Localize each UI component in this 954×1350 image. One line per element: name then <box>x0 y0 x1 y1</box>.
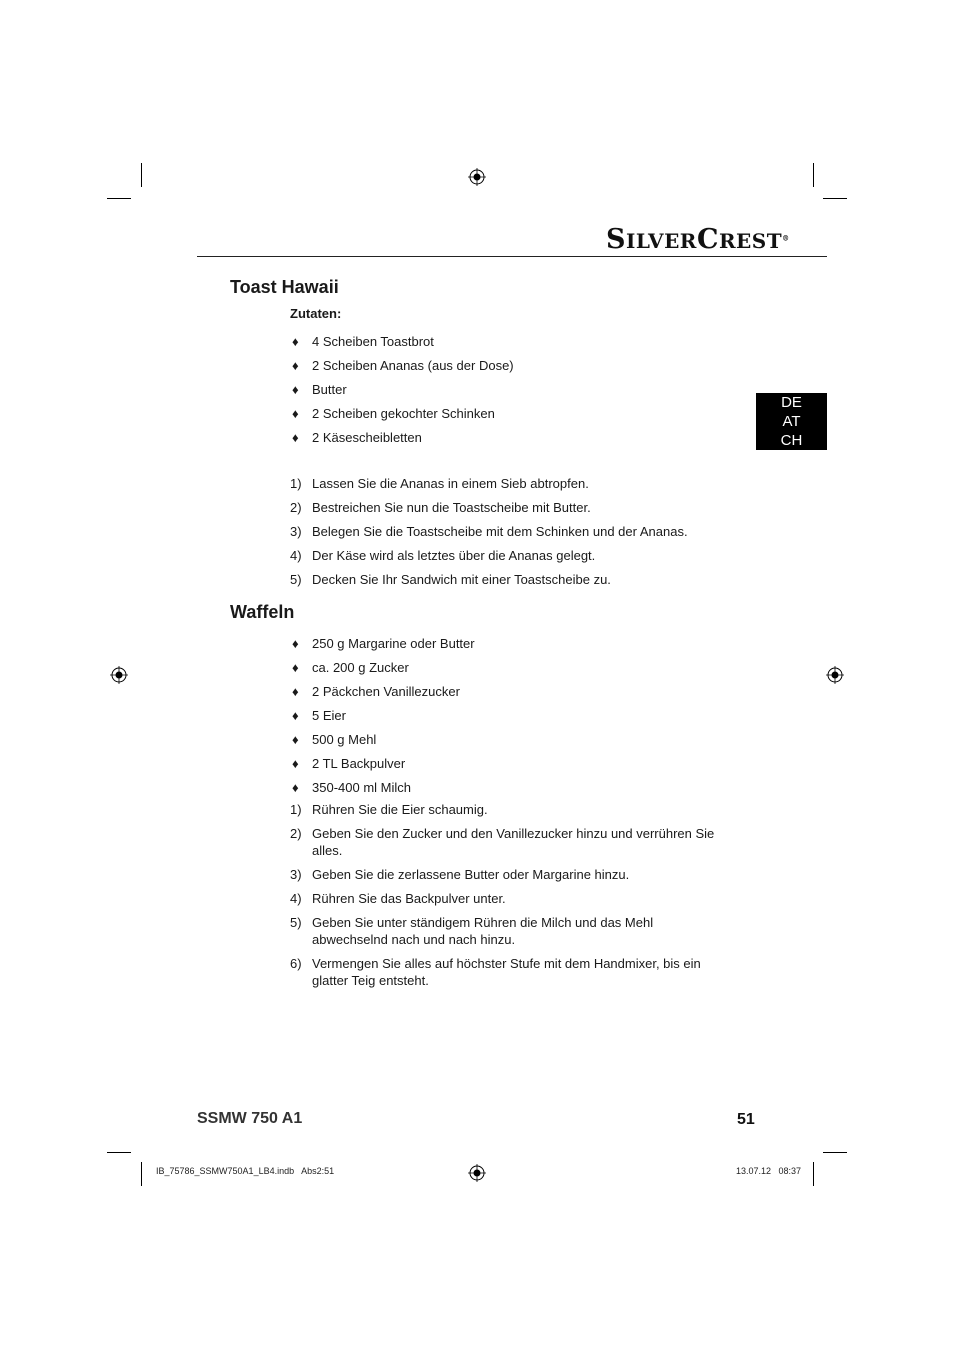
diamond-bullet-icon: ♦ <box>292 660 299 675</box>
step-item: 4) Rühren Sie das Backpulver unter. <box>290 891 506 906</box>
step-item: 2) Bestreichen Sie nun die Toastscheibe mit Butter. <box>290 500 591 515</box>
step-item: 1) Rühren Sie die Eier schaumig. <box>290 802 488 817</box>
step-item: 2) Geben Sie den Zucker und den Vanillezucker hinzu und verrühren Sie alles. <box>290 826 715 858</box>
step-item: 6) Vermengen Sie alles auf höchster Stufe mit dem Handmixer, bis ein glatter Teig entsteht. <box>290 956 701 988</box>
header-rule <box>197 256 827 257</box>
section-title-toast-hawaii: Toast Hawaii <box>230 277 339 297</box>
crop-mark <box>823 1152 847 1153</box>
ingredients-label: Zutaten: <box>290 306 342 321</box>
list-item: ♦ 350-400 ml Milch <box>292 780 411 795</box>
crop-mark <box>813 1162 814 1186</box>
slug-date: 13.07.12 08:37 <box>736 1166 802 1176</box>
diamond-bullet-icon: ♦ <box>292 636 299 651</box>
step-item: 3) Geben Sie die zerlassene Butter oder Margarine hinzu. <box>290 867 630 882</box>
list-item: ♦ 500 g Mehl <box>292 732 377 747</box>
registration-mark-icon <box>826 666 844 684</box>
diamond-bullet-icon: ♦ <box>292 780 299 795</box>
steps-list-waffeln <box>290 801 730 989</box>
registration-mark-icon <box>468 168 486 186</box>
diamond-bullet-icon: ♦ <box>292 406 299 421</box>
lang-de: DE <box>781 394 802 411</box>
crop-mark <box>141 163 142 187</box>
page-number: 51 <box>737 1111 755 1128</box>
footer-model-number: SSMW 750 A1 <box>197 1110 303 1127</box>
diamond-bullet-icon: ♦ <box>292 382 299 397</box>
slug-file-info: IB_75786_SSMW750A1_LB4.indb Abs2:51 <box>156 1166 335 1176</box>
list-item: ♦ 250 g Margarine oder Butter <box>292 636 475 651</box>
list-item: ♦ 2 Scheiben gekochter Schinken <box>292 406 495 421</box>
step-item: 3) Belegen Sie die Toastscheibe mit dem Schinken und der Ananas. <box>290 524 688 539</box>
language-tab <box>756 393 827 450</box>
step-item: 5) Geben Sie unter ständigem Rühren die Milch und das Mehl abwechselnd nach und nach hinzu. <box>290 915 654 947</box>
section-title-waffeln: Waffeln <box>230 602 295 622</box>
lang-ch: CH <box>780 432 803 449</box>
diamond-bullet-icon: ♦ <box>292 684 299 699</box>
crop-mark <box>813 163 814 187</box>
registration-mark-icon <box>468 1164 486 1182</box>
lang-at: AT <box>782 413 801 430</box>
list-item: ♦ Butter <box>292 382 347 397</box>
registration-mark-icon <box>110 666 128 684</box>
list-item: ♦ 2 TL Backpulver <box>292 756 406 771</box>
steps-list-toast <box>290 475 730 588</box>
diamond-bullet-icon: ♦ <box>292 358 299 373</box>
step-item: 4) Der Käse wird als letztes über die Ananas gelegt. <box>290 548 596 563</box>
crop-mark <box>141 1162 142 1186</box>
brand-logo: SILVERCREST® <box>606 224 790 255</box>
crop-mark <box>107 1152 131 1153</box>
diamond-bullet-icon: ♦ <box>292 334 299 349</box>
list-item: ♦ 5 Eier <box>292 708 346 723</box>
list-item: ♦ 2 Käsescheibletten <box>292 430 422 445</box>
crop-mark <box>107 198 131 199</box>
ingredient-list-waffeln <box>290 635 475 803</box>
diamond-bullet-icon: ♦ <box>292 756 299 771</box>
step-item: 1) Lassen Sie die Ananas in einem Sieb abtropfen. <box>290 476 589 491</box>
diamond-bullet-icon: ♦ <box>292 732 299 747</box>
list-item: ♦ 2 Scheiben Ananas (aus der Dose) <box>292 358 514 373</box>
diamond-bullet-icon: ♦ <box>292 430 299 445</box>
list-item: ♦ 4 Scheiben Toastbrot <box>292 334 434 349</box>
ingredient-list-toast <box>290 333 514 453</box>
list-item: ♦ ca. 200 g Zucker <box>292 660 409 675</box>
crop-mark <box>823 198 847 199</box>
diamond-bullet-icon: ♦ <box>292 708 299 723</box>
step-item: 5) Decken Sie Ihr Sandwich mit einer Toastscheibe zu. <box>290 572 611 587</box>
list-item: ♦ 2 Päckchen Vanillezucker <box>292 684 460 699</box>
